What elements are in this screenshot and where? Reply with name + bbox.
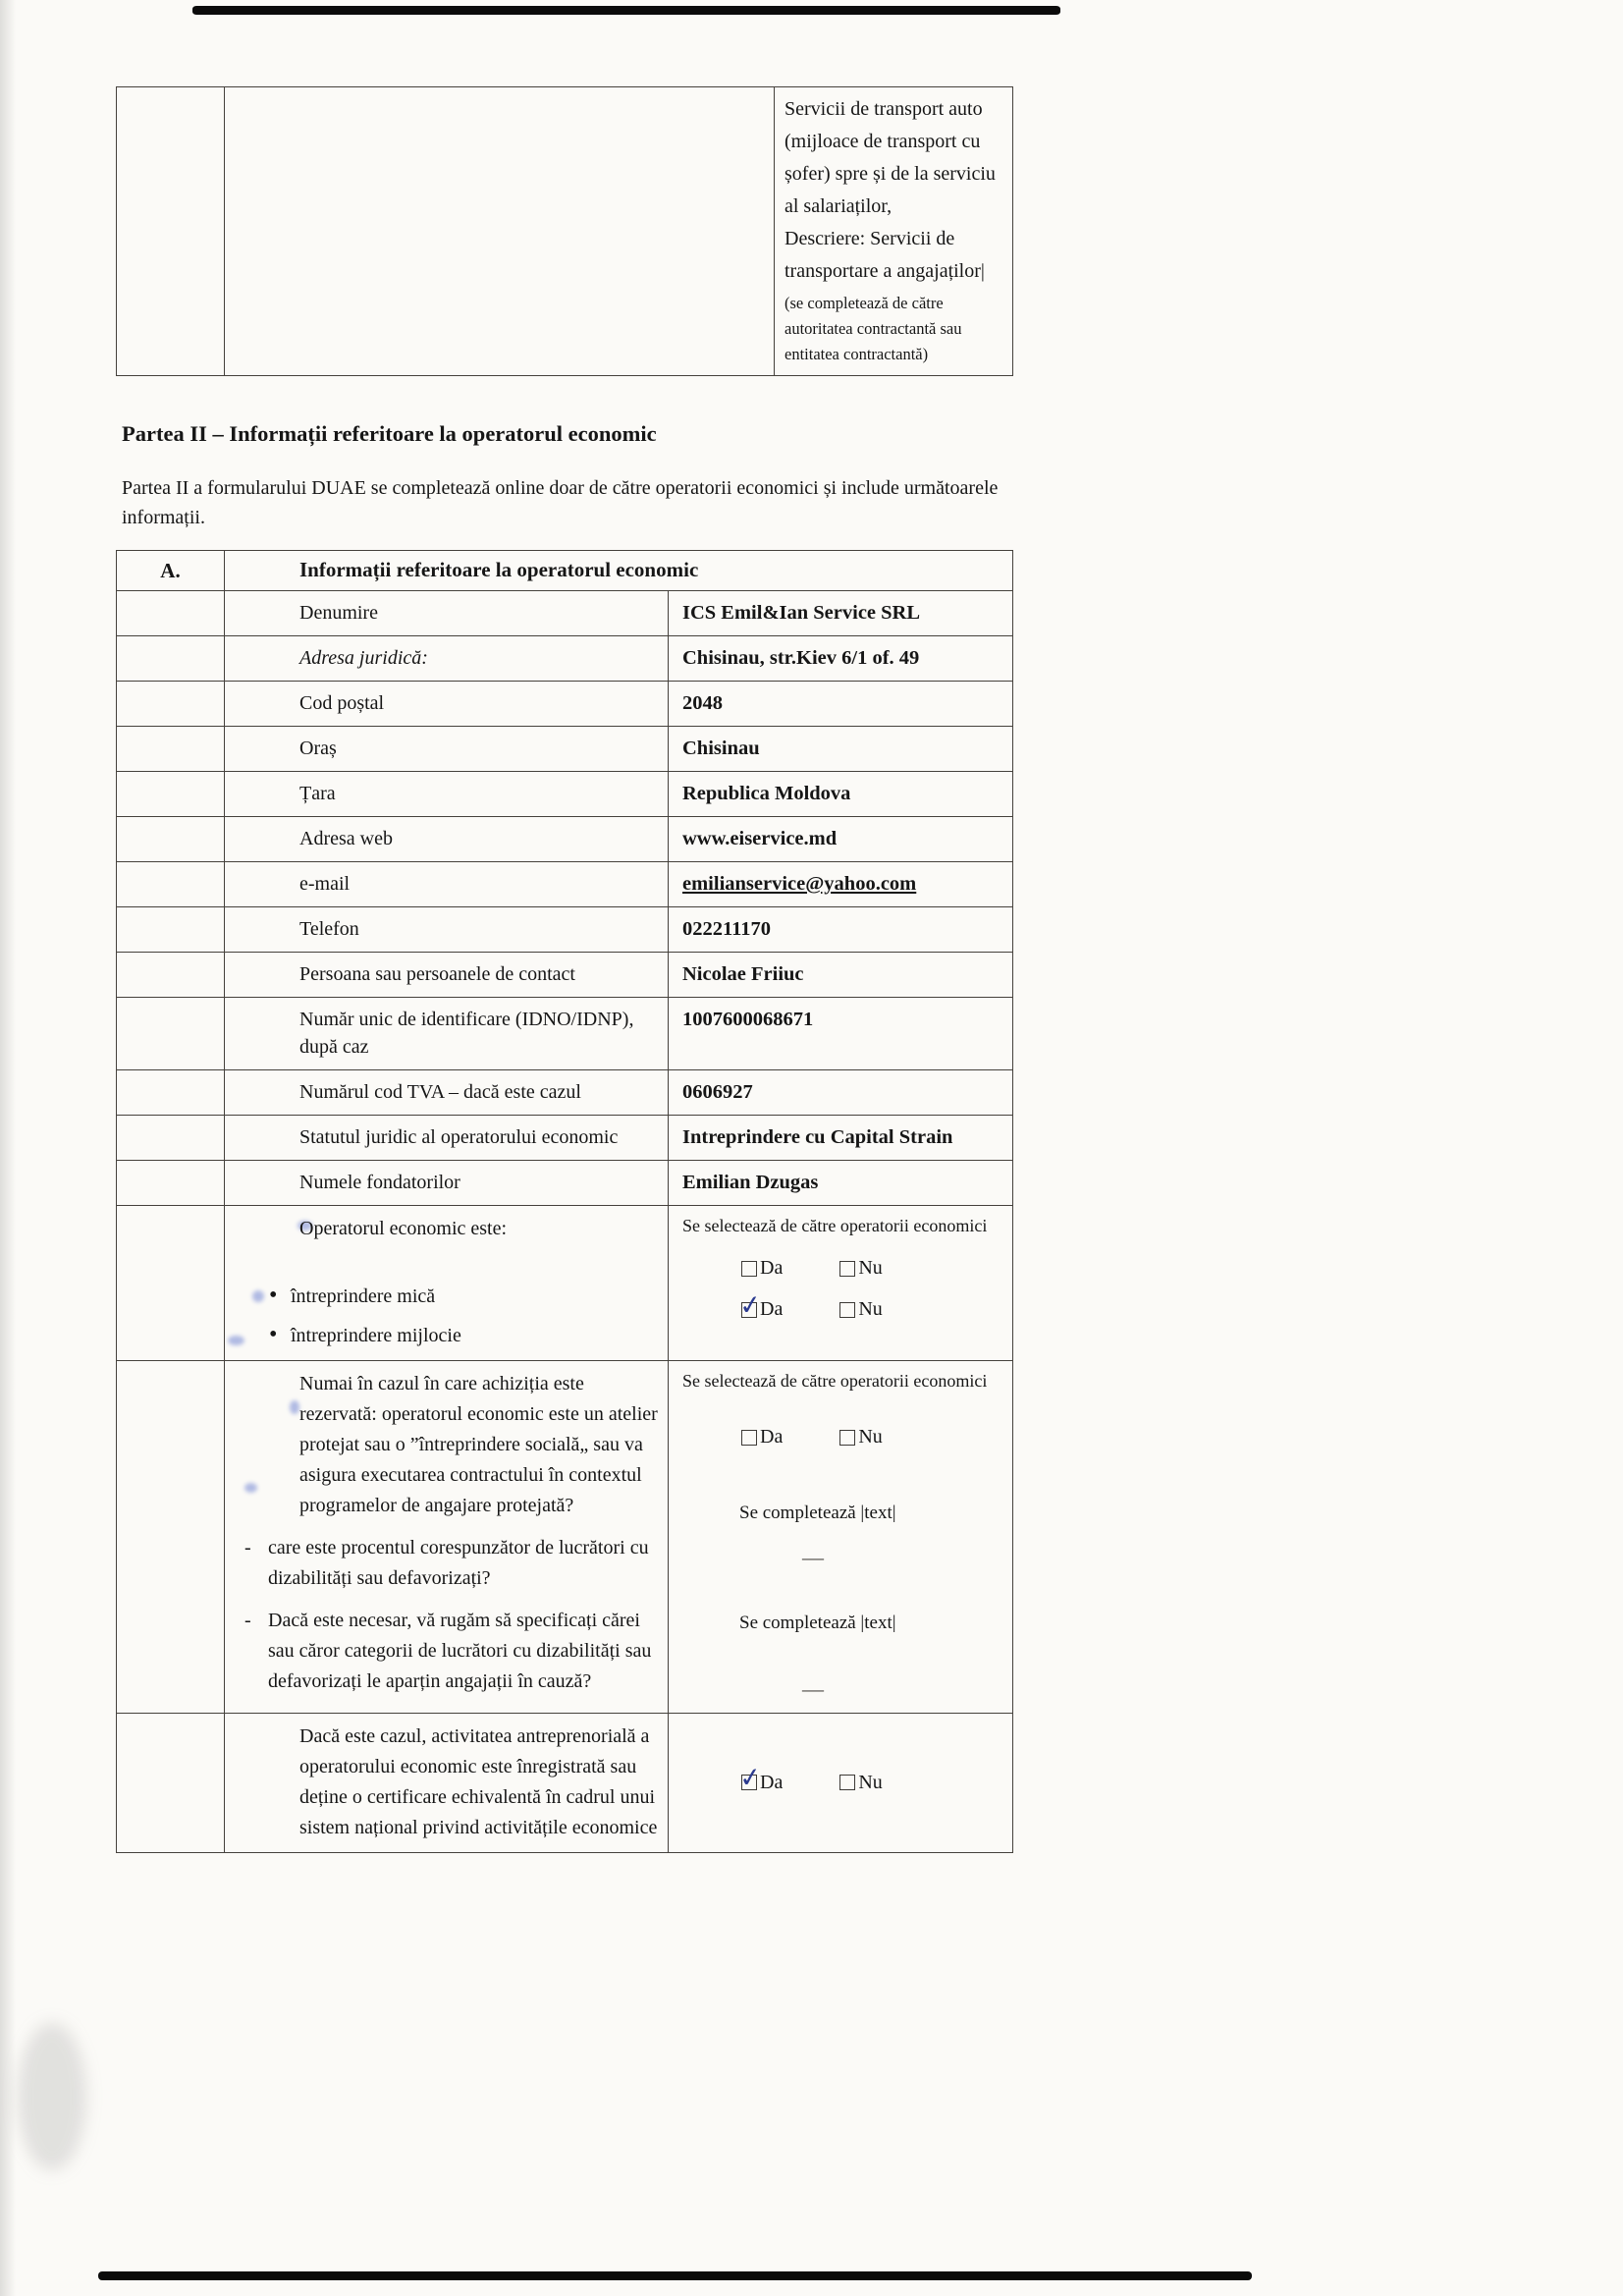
- empty-cell: [117, 1206, 225, 1360]
- option-da-label: Da: [760, 1771, 784, 1793]
- table-row-oras: [117, 726, 1012, 771]
- field-label: Statutul juridic al operatorului economic: [225, 1116, 669, 1160]
- table-row-cod-postal: [117, 681, 1012, 726]
- table-row-cod-tva: [117, 1069, 1012, 1115]
- selection-note: Se selectează de către operatorii economici: [682, 1216, 988, 1235]
- empty-cell: [117, 1714, 225, 1852]
- checkbox-da-icon: [741, 1430, 757, 1446]
- section-title: Informații referitoare la operatorul economic: [299, 558, 699, 581]
- checkbox-nu-icon: [839, 1430, 855, 1446]
- table-row-achizitie-rezervata: [117, 1360, 1012, 1713]
- dash-item-categorii: - Dacă este necesar, vă rugăm să specificați cărei sau căror categorii de lucrători cu dizabilități sau defavorizați le aparțin angajații în cauză?: [243, 1606, 658, 1697]
- operator-type-answer-cell: [669, 1206, 1012, 1360]
- option-da-label: Da: [760, 1257, 784, 1279]
- reserved-answer-cell: [669, 1361, 1012, 1713]
- checkbox-da-icon: [741, 1775, 757, 1790]
- empty-cell: [117, 591, 225, 635]
- empty-cell: [225, 87, 775, 375]
- empty-cell: [117, 1361, 225, 1713]
- empty-cell: [117, 1070, 225, 1115]
- checkbox-nu-icon: [839, 1302, 855, 1318]
- table-row-denumire: [117, 590, 1012, 635]
- field-value: Nicolae Friiuc: [682, 963, 804, 985]
- option-da: [741, 1294, 783, 1325]
- option-nu: [839, 1294, 882, 1325]
- option-da-label: Da: [760, 1298, 784, 1320]
- table-row-adresa-web: [117, 816, 1012, 861]
- empty-cell: [117, 636, 225, 681]
- da-nu-option-row: [682, 1422, 1001, 1452]
- field-value: emilianservice@yahoo.com: [682, 873, 917, 895]
- section-letter: A.: [117, 551, 225, 590]
- reserved-question-cell: [225, 1361, 669, 1713]
- scan-edge-top: [192, 6, 1060, 15]
- field-value: ICS Emil&Ian Service SRL: [682, 602, 921, 624]
- field-label: Cod poștal: [225, 682, 669, 726]
- question-text: Numai în cazul în care achiziția este rezervată: operatorul economic este un atelier protejat sau o ”întreprindere socială„ sau va asigura executarea contractului în contextul programelor de angajare protejată?: [299, 1373, 658, 1516]
- table-row-certificare: [117, 1713, 1012, 1852]
- option-da-label: Da: [760, 1426, 784, 1448]
- empty-cell: [117, 727, 225, 771]
- field-label: Operatorul economic este:: [299, 1218, 508, 1239]
- da-nu-option-row: [682, 1768, 883, 1798]
- operator-type-cell: [225, 1206, 669, 1360]
- da-nu-option-row: [682, 1294, 1001, 1325]
- certification-answer-cell: [669, 1714, 1012, 1852]
- da-nu-option-row: [682, 1253, 1001, 1284]
- field-value: 022211170: [682, 918, 771, 940]
- selection-note: Se selectează de către operatorii economici: [682, 1371, 988, 1391]
- field-label: Țara: [225, 772, 669, 816]
- empty-cell: [117, 907, 225, 952]
- field-label: Adresa juridică:: [225, 636, 669, 681]
- table-header-row: [117, 551, 1012, 590]
- empty-cell: [117, 1116, 225, 1160]
- table-row: [117, 87, 1012, 375]
- table-row-persoana-contact: [117, 952, 1012, 997]
- table-row-telefon: [117, 906, 1012, 952]
- fill-in-text-label: Se completează |text|: [739, 1503, 896, 1523]
- table-row-email: [117, 861, 1012, 906]
- field-label: e-mail: [225, 862, 669, 906]
- fill-in-text-label: Se completează |text|: [739, 1613, 896, 1633]
- table-row-operator-type: [117, 1205, 1012, 1360]
- certification-question-cell: [225, 1714, 669, 1852]
- empty-cell: [117, 953, 225, 997]
- option-da: [741, 1253, 783, 1284]
- option-nu-label: Nu: [858, 1426, 883, 1448]
- option-nu-label: Nu: [858, 1771, 883, 1793]
- service-description-text: Servicii de transport auto (mijloace de transport cu șofer) spre și de la serviciu al salariaților,: [784, 98, 996, 217]
- field-label: Denumire: [225, 591, 669, 635]
- checkbox-nu-icon: [839, 1261, 855, 1277]
- field-label: Telefon: [225, 907, 669, 952]
- table-row-statut-juridic: [117, 1115, 1012, 1160]
- checkbox-nu-icon: [839, 1775, 855, 1790]
- field-value: www.eiservice.md: [682, 828, 838, 849]
- empty-cell: [117, 1161, 225, 1205]
- operator-info-table: [116, 550, 1013, 1853]
- field-label: Numele fondatorilor: [225, 1161, 669, 1205]
- field-value: Republica Moldova: [682, 783, 851, 804]
- empty-cell: [117, 772, 225, 816]
- field-value: Chisinau, str.Kiev 6/1 of. 49: [682, 647, 920, 669]
- previous-table-fragment: [116, 86, 1013, 376]
- dash-item-procent: - care este procentul corespunzător de lucrători cu dizabilități sau defavorizați?: [243, 1533, 658, 1594]
- field-label: Oraș: [225, 727, 669, 771]
- service-description-cell: [775, 87, 1012, 375]
- field-value: Intreprindere cu Capital Strain: [682, 1126, 953, 1148]
- blank-answer-dash: —: [802, 1545, 826, 1569]
- table-row-idno: [117, 997, 1012, 1069]
- option-nu-label: Nu: [858, 1257, 883, 1279]
- blank-answer-dash: —: [802, 1676, 826, 1701]
- field-label: Adresa web: [225, 817, 669, 861]
- field-value: 0606927: [682, 1081, 753, 1103]
- field-label: Număr unic de identificare (IDNO/IDNP), după caz: [225, 998, 669, 1069]
- scan-edge-bottom: [98, 2271, 1252, 2280]
- option-nu: [839, 1768, 882, 1798]
- option-nu: [839, 1253, 882, 1284]
- cell-footnote: (se completează de către autoritatea contractantă sau entitatea contractantă): [784, 294, 962, 363]
- section-heading: Partea II – Informații referitoare la operatorul economic: [122, 421, 657, 446]
- field-value: Chisinau: [682, 738, 760, 759]
- field-value: 2048: [682, 692, 723, 714]
- field-value: 1007600068671: [682, 1009, 814, 1030]
- checkbox-da-icon: [741, 1302, 757, 1318]
- bullet-item-mijlocie: • întreprindere mijlocie: [267, 1321, 658, 1351]
- empty-cell: [117, 817, 225, 861]
- scan-smear: [18, 2023, 86, 2170]
- empty-cell: [117, 862, 225, 906]
- field-value: Emilian Dzugas: [682, 1172, 819, 1193]
- bullet-item-mica: • întreprindere mică: [267, 1282, 658, 1312]
- empty-cell: [117, 998, 225, 1069]
- field-label: Persoana sau persoanele de contact: [225, 953, 669, 997]
- intro-paragraph: Partea II a formularului DUAE se completează online doar de către operatorii economici și include următoarele informații.: [122, 477, 999, 528]
- empty-cell: [117, 87, 225, 375]
- option-da: [741, 1768, 783, 1798]
- service-description-text: Descriere: Servicii de transportare a angajaților|: [784, 228, 985, 282]
- table-row-tara: [117, 771, 1012, 816]
- table-row-adresa-juridica: [117, 635, 1012, 681]
- empty-cell: [117, 682, 225, 726]
- option-da: [741, 1422, 783, 1452]
- checkbox-da-icon: [741, 1261, 757, 1277]
- field-label: Numărul cod TVA – dacă este cazul: [225, 1070, 669, 1115]
- option-nu-label: Nu: [858, 1298, 883, 1320]
- question-text: Dacă este cazul, activitatea antreprenorială a operatorului economic este înregistrată sau deține o certificare echivalentă în cadrul unui sistem național privind activitățile economice: [299, 1725, 658, 1838]
- option-nu: [839, 1422, 882, 1452]
- table-row-fondatori: [117, 1160, 1012, 1205]
